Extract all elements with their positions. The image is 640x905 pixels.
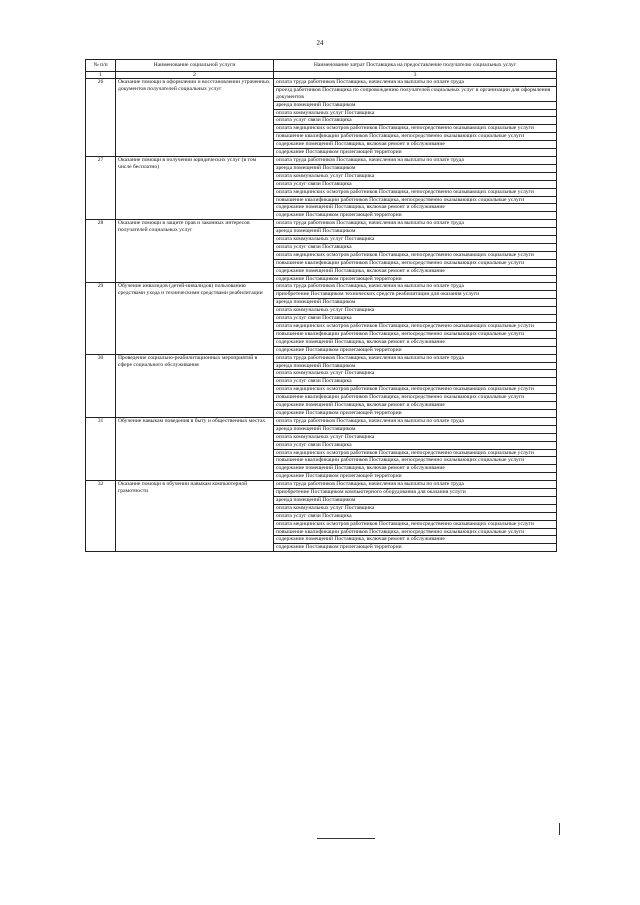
cost-item: оплата труда работников Поставщика, начисления на выплаты по оплате труда — [274, 283, 557, 291]
cost-item: оплата услуг связи Поставщика — [274, 243, 557, 251]
cost-item: оплата услуг связи Поставщика — [274, 378, 557, 386]
service-name: Обучение инвалидов (детей-инвалидов) пользованию средствами ухода и техническими средствами реабилитации — [116, 283, 274, 354]
margin-mark — [559, 823, 560, 835]
service-number: 31 — [86, 417, 116, 480]
cost-item: повышение квалификации работников Поставщика, непосредственно оказывающих социальные услуги — [274, 394, 557, 402]
table-row — [86, 283, 557, 291]
cost-item: оплата медицинских осмотров работников Поставщика, непосредственно оказывающих социальные услуги — [274, 386, 557, 394]
cost-item: аренда помещений Поставщиком — [274, 425, 557, 433]
cost-item: проезд работников Поставщика по сопровождению получателей социальных услуг в организации для оформления документов — [274, 86, 557, 101]
table-row — [86, 354, 557, 362]
cost-item: содержание помещений Поставщика, включая ремонт и обслуживание — [274, 338, 557, 346]
cost-item: аренда помещений Поставщиком — [274, 228, 557, 236]
bottom-divider — [317, 838, 375, 839]
table-header-row — [86, 60, 557, 72]
cost-item: оплата труда работников Поставщика, начисления на выплаты по оплате труда — [274, 354, 557, 362]
cost-item: повышение квалификации работников Поставщика, непосредственно оказывающих социальные услуги — [274, 133, 557, 141]
cost-item: содержание Поставщиком прилегающей территории — [274, 346, 557, 354]
cost-item: аренда помещений Поставщиком — [274, 299, 557, 307]
cost-item: содержание помещений Поставщика, включая ремонт и обслуживание — [274, 141, 557, 149]
service-name: Проведение социально-реабилитационных мероприятий в сфере социального обслуживания — [116, 354, 274, 417]
cost-item: повышение квалификации работников Поставщика, непосредственно оказывающих социальные услуги — [274, 330, 557, 338]
cost-item: оплата услуг связи Поставщика — [274, 117, 557, 125]
cost-item: оплата медицинских осмотров работников Поставщика, непосредственно оказывающих социальные услуги — [274, 188, 557, 196]
cost-item: содержание Поставщиком прилегающей территории — [274, 473, 557, 481]
cost-item: оплата коммунальных услуг Поставщика — [274, 172, 557, 180]
cost-item: аренда помещений Поставщиком — [274, 101, 557, 109]
cost-item: приобретение Поставщиком технических средств реабилитации для оказания услуги — [274, 291, 557, 299]
column-number: 1 — [86, 71, 116, 78]
cost-item: содержание помещений Поставщика, включая ремонт и обслуживание — [274, 465, 557, 473]
cost-item: оплата труда работников Поставщика, начисления на выплаты по оплате труда — [274, 78, 557, 86]
service-name: Оказание помощи в оформлении и восстановлении утраченных документов получателей социальных услуг — [116, 78, 274, 156]
cost-item: содержание помещений Поставщика, включая ремонт и обслуживание — [274, 204, 557, 212]
cost-item: повышение квалификации работников Поставщика, непосредственно оказывающих социальные услуги — [274, 528, 557, 536]
cost-item: оплата медицинских осмотров работников Поставщика, непосредственно оказывающих социальные услуги — [274, 251, 557, 259]
cost-item: повышение квалификации работников Поставщика, непосредственно оказывающих социальные услуги — [274, 457, 557, 465]
cost-item: оплата услуг связи Поставщика — [274, 441, 557, 449]
page-number: 24 — [316, 39, 324, 47]
cost-item: оплата коммунальных услуг Поставщика — [274, 504, 557, 512]
cost-item: приобретение Поставщиком компьютерного оборудования для оказания услуги — [274, 489, 557, 497]
cost-item: повышение квалификации работников Поставщика, непосредственно оказывающих социальные услуги — [274, 259, 557, 267]
service-name: Оказание помощи в защите прав и законных интересов получателей социальных услуг — [116, 220, 274, 283]
cost-item: содержание Поставщиком прилегающей территории — [274, 275, 557, 283]
header-num: № п/п — [86, 60, 116, 72]
cost-item: аренда помещений Поставщиком — [274, 362, 557, 370]
service-number: 26 — [86, 78, 116, 156]
cost-item: содержание Поставщиком прилегающей территории — [274, 544, 557, 552]
service-name: Оказание помощи в получении юридических услуг (в том числе бесплатно) — [116, 156, 274, 219]
table-body — [86, 78, 557, 551]
cost-item: содержание помещений Поставщика, включая ремонт и обслуживание — [274, 267, 557, 275]
cost-item: оплата медицинских осмотров работников Поставщика, непосредственно оказывающих социальные услуги — [274, 449, 557, 457]
service-number: 32 — [86, 481, 116, 552]
social-services-costs-table — [85, 59, 557, 552]
column-number: 3 — [274, 71, 557, 78]
column-number: 2 — [116, 71, 274, 78]
service-number: 29 — [86, 283, 116, 354]
service-number: 28 — [86, 220, 116, 283]
cost-item: аренда помещений Поставщиком — [274, 496, 557, 504]
cost-item: оплата услуг связи Поставщика — [274, 315, 557, 323]
header-costs: Наименование затрат Поставщика на предоставление получателю социальных услуг — [274, 60, 557, 72]
cost-item: оплата медицинских осмотров работников Поставщика, непосредственно оказывающих социальные услуги — [274, 520, 557, 528]
table-row — [86, 156, 557, 164]
cost-item: оплата коммунальных услуг Поставщика — [274, 236, 557, 244]
cost-item: оплата коммунальных услуг Поставщика — [274, 370, 557, 378]
table-row — [86, 220, 557, 228]
cost-item: аренда помещений Поставщиком — [274, 164, 557, 172]
column-numbers-row — [86, 71, 557, 78]
table-row — [86, 78, 557, 86]
table-row — [86, 417, 557, 425]
cost-item: оплата медицинских осмотров работников Поставщика, непосредственно оказывающих социальные услуги — [274, 125, 557, 133]
service-number: 27 — [86, 156, 116, 219]
service-name: Оказание помощи в обучении навыкам компьютерной грамотности — [116, 481, 274, 552]
cost-item: оплата коммунальных услуг Поставщика — [274, 109, 557, 117]
cost-item: повышение квалификации работников Поставщика, непосредственно оказывающих социальные услуги — [274, 196, 557, 204]
cost-item: содержание Поставщиком прилегающей территории — [274, 212, 557, 220]
header-service: Наименование социальной услуги — [116, 60, 274, 72]
cost-item: оплата коммунальных услуг Поставщика — [274, 307, 557, 315]
cost-item: оплата труда работников Поставщика, начисления на выплаты по оплате труда — [274, 156, 557, 164]
cost-item: оплата услуг связи Поставщика — [274, 180, 557, 188]
cost-item: содержание помещений Поставщика, включая ремонт и обслуживание — [274, 536, 557, 544]
cost-item: оплата труда работников Поставщика, начисления на выплаты по оплате труда — [274, 220, 557, 228]
cost-item: оплата медицинских осмотров работников Поставщика, непосредственно оказывающих социальные услуги — [274, 323, 557, 331]
service-name: Обучение навыкам поведения в быту и общественных местах — [116, 417, 274, 480]
cost-item: оплата услуг связи Поставщика — [274, 512, 557, 520]
cost-item: содержание помещений Поставщика, включая ремонт и обслуживание — [274, 402, 557, 410]
cost-item: содержание Поставщиком прилегающей территории — [274, 409, 557, 417]
service-number: 30 — [86, 354, 116, 417]
cost-item: оплата труда работников Поставщика, начисления на выплаты по оплате труда — [274, 481, 557, 489]
cost-item: оплата труда работников Поставщика, начисления на выплаты по оплате труда — [274, 417, 557, 425]
cost-item: содержание Поставщиком прилегающей территории — [274, 149, 557, 157]
table-row — [86, 481, 557, 489]
cost-item: оплата коммунальных услуг Поставщика — [274, 433, 557, 441]
